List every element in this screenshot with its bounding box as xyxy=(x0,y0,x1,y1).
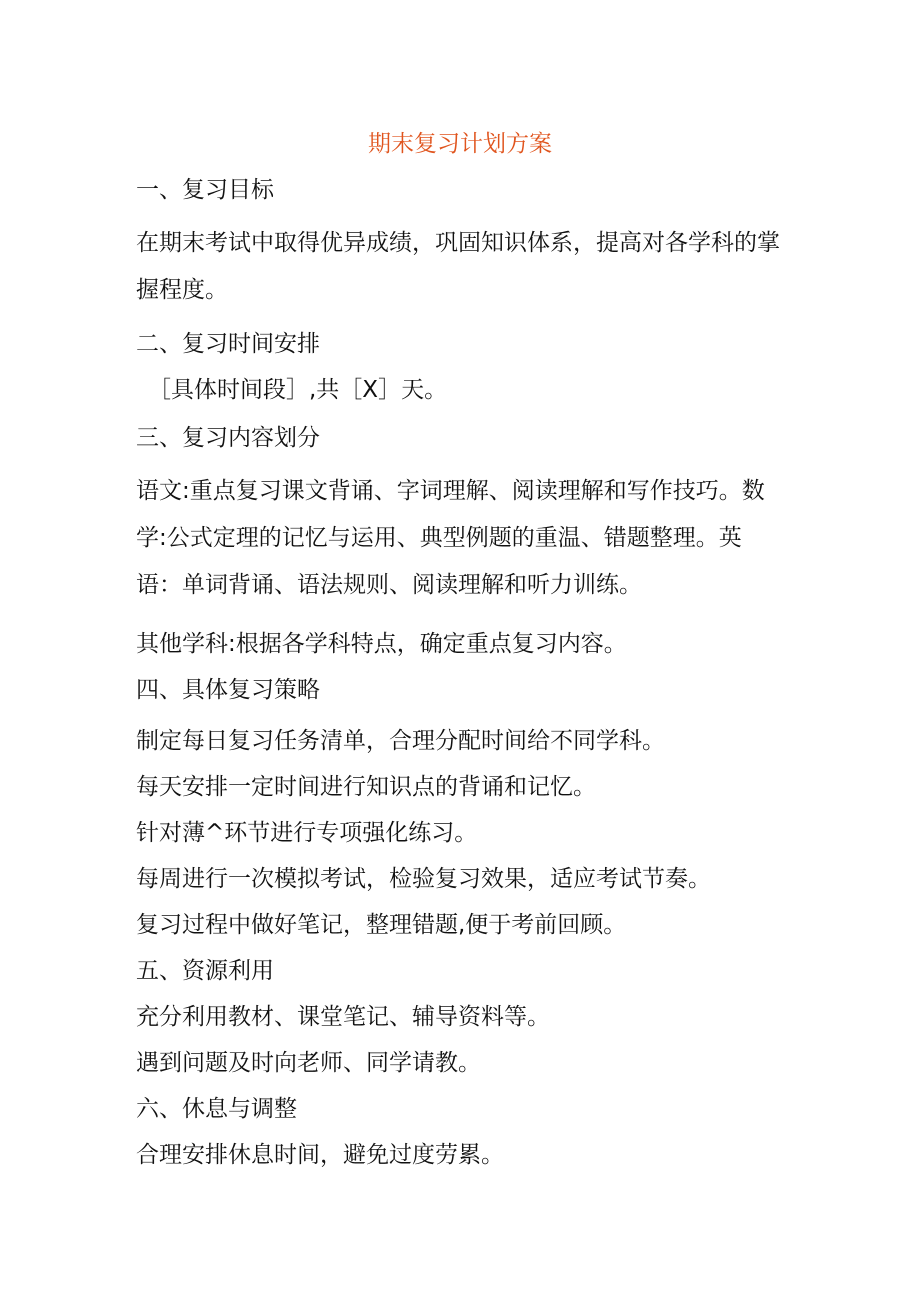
section-heading-strategy: 四、具体复习策略 xyxy=(136,677,320,703)
strategy-item-3: 针对薄^环节进行专项强化练习。 xyxy=(136,820,478,846)
document-body xyxy=(136,174,786,1171)
content-subjects-paragraph: 语文:重点复习课文背诵、字词理解、阅读理解和写作技巧。数学:公式定理的记忆与运用、典型例题的重温、错题整理。英语：单词背诵、语法规则、阅读理解和听力训练。 xyxy=(136,478,765,598)
strategy-item-4: 每周进行一次模拟考试，检验复习效果，适应考试节奏。 xyxy=(136,866,711,892)
content-other-subjects: 其他学科:根据各学科特点，确定重点复习内容。 xyxy=(136,631,627,657)
strategy-item-2: 每天安排一定时间进行知识点的背诵和记忆。 xyxy=(136,774,596,800)
section-heading-goals: 一、复习目标 xyxy=(136,177,274,203)
rest-item-1: 合理安排休息时间，避免过度劳累。 xyxy=(136,1142,504,1168)
document-title: 期末复习计划方案 xyxy=(368,131,552,157)
goals-paragraph: 在期末考试中取得优异成绩，巩固知识体系，提高对各学科的掌握程度。 xyxy=(136,230,780,303)
section-heading-rest: 六、休息与调整 xyxy=(136,1096,297,1122)
resources-item-2: 遇到问题及时向老师、同学请教。 xyxy=(136,1050,481,1076)
section-heading-content: 三、复习内容划分 xyxy=(136,425,320,451)
resources-item-1: 充分利用教材、课堂笔记、辅导资料等。 xyxy=(136,1004,550,1030)
strategy-item-5: 复习过程中做好笔记，整理错题,便于考前回顾。 xyxy=(136,912,627,938)
section-heading-resources: 五、资源利用 xyxy=(136,958,274,984)
strategy-item-1: 制定每日复习任务清单，合理分配时间给不同学科。 xyxy=(136,728,665,754)
section-heading-schedule: 二、复习时间安排 xyxy=(136,331,320,357)
schedule-paragraph: ［具体时间段］,共［X］天。 xyxy=(148,377,448,403)
